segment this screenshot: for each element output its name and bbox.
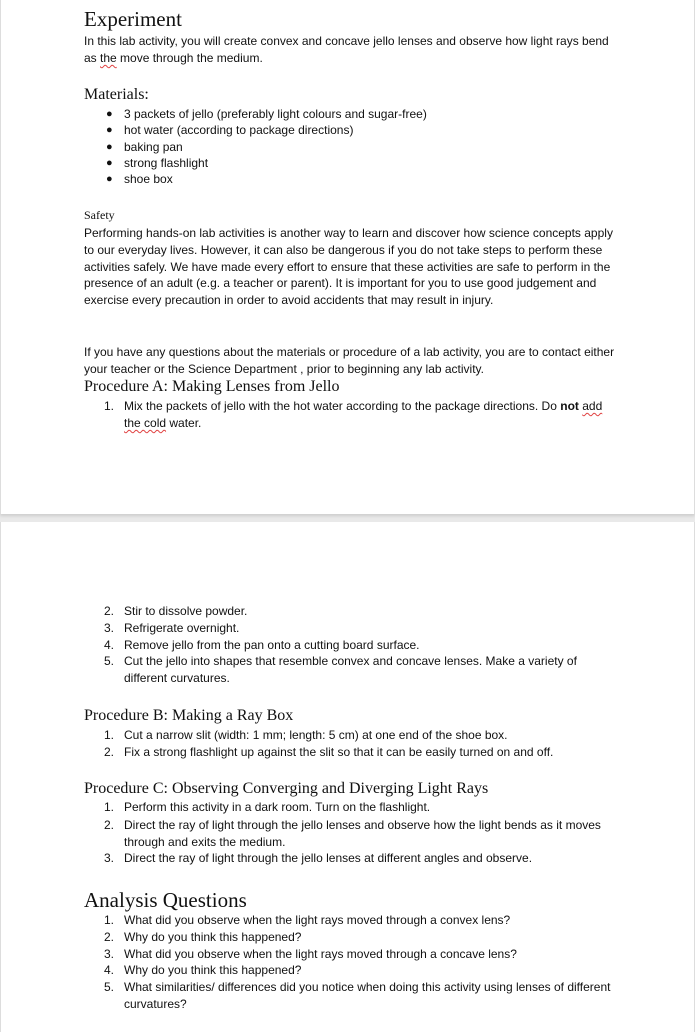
list-item: 1. Perform this activity in a dark room. Turn on the flashlight. bbox=[104, 800, 431, 814]
document-page-1 bbox=[0, 0, 695, 514]
list-item: 3. Direct the ray of light through the jello lenses at different angles and observe. bbox=[104, 851, 533, 866]
experiment-intro: In this lab activity, you will create convex and concave jello lenses and observe how light rays bend as the move through the medium. bbox=[84, 34, 609, 65]
bullet-icon: ● bbox=[106, 108, 113, 120]
questions-note: If you have any questions about the materials or procedure of a lab activity, you are to contact either your teacher or the Science Department , prior to beginning any lab activity. bbox=[84, 345, 615, 376]
bullet-icon: ● bbox=[106, 156, 113, 169]
bullet-icon: ● bbox=[106, 124, 113, 137]
list-item: 4. Remove jello from the pan onto a cutting board surface. bbox=[104, 637, 420, 652]
safety-heading: Safety bbox=[84, 208, 115, 222]
list-item: 1. Mix the packets of jello with the hot water according to the package directions. Do not add the cold water. bbox=[104, 399, 603, 430]
bullet-icon: ● bbox=[106, 173, 113, 186]
spelling-error[interactable]: add the cold bbox=[124, 399, 603, 430]
list-item: 2. Stir to dissolve powder. bbox=[104, 604, 248, 618]
list-item: 5. What similarities/ differences did you notice when doing this activity using lenses of different curvatures? bbox=[104, 980, 611, 1011]
list-item: 2. Direct the ray of light through the jello lenses and observe how the light bends as it moves through and exits the medium. bbox=[104, 817, 601, 849]
analysis-heading: Analysis Questions bbox=[84, 888, 247, 912]
bullet-icon: ● bbox=[106, 140, 113, 153]
list-item: 1. Cut a narrow slit (width: 1 mm; length: 5 cm) at one end of the shoe box. bbox=[104, 728, 508, 742]
list-item: ● strong flashlight bbox=[106, 155, 209, 170]
list-item: ● 3 packets of jello (preferably light colours and sugar-free) bbox=[106, 107, 427, 121]
list-item: 5. Cut the jello into shapes that resemble convex and concave lenses. Make a variety of different curvatures. bbox=[104, 654, 577, 686]
list-item: 2. Fix a strong flashlight up against the slit so that it can be easily turned on and off. bbox=[104, 744, 554, 759]
list-item: 2. Why do you think this happened? bbox=[104, 929, 302, 944]
procedure-b-heading: Procedure B: Making a Ray Box bbox=[84, 707, 294, 724]
procedure-a-list bbox=[84, 398, 619, 432]
materials-list bbox=[84, 106, 619, 187]
procedure-a-list-continued bbox=[84, 603, 619, 687]
procedure-c-list bbox=[84, 799, 619, 867]
procedure-b-list bbox=[84, 727, 619, 761]
list-item: 3. What did you observe when the light rays moved through a concave lens? bbox=[104, 946, 517, 961]
spelling-error[interactable]: the bbox=[100, 50, 117, 65]
analysis-list bbox=[84, 912, 619, 1013]
document-page-2 bbox=[0, 522, 695, 1032]
materials-heading: Materials: bbox=[84, 86, 149, 103]
list-item: ● hot water (according to package directions) bbox=[106, 123, 354, 138]
safety-paragraph: Performing hands-on lab activities is another way to learn and discover how science concepts apply to our everyday lives. However, it can also be dangerous if you do not take steps to perform these activities safely. We have made every effort to ensure that these activities are safe to perform in the presence of an adult (e.g. a teacher or parent). It is important for you to use good judgement and exercise every precaution in order to avoid accidents that may result in injury. bbox=[84, 226, 613, 308]
procedure-a-heading: Procedure A: Making Lenses from Jello bbox=[84, 378, 340, 395]
list-item: ● shoe box bbox=[106, 172, 173, 187]
list-item: 1. What did you observe when the light rays moved through a convex lens? bbox=[104, 913, 511, 927]
experiment-heading: Experiment bbox=[84, 7, 182, 31]
list-item: 3. Refrigerate overnight. bbox=[104, 620, 240, 635]
list-item: 4. Why do you think this happened? bbox=[104, 963, 302, 978]
list-item: ● baking pan bbox=[106, 139, 183, 154]
procedure-c-heading: Procedure C: Observing Converging and Diverging Light Rays bbox=[84, 780, 489, 797]
